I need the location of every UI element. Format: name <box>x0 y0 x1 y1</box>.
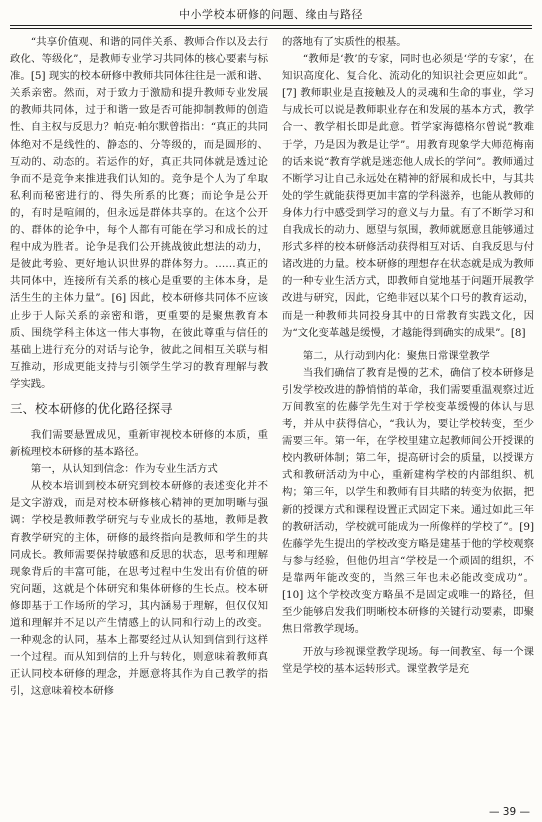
paragraph-cognition-to-belief: 从校本培训到校本研究到校本研修的表述变化并不是文字游戏，而是对校本研修核心精神的更加明晰与强调：学校是教师教学研究与专业成长的基地，教师是教育教学研究的主体，研修的最终指向是教师和学生的共同成长。教师需要保持敏感和反思的状态，思考和理解现象背后的丰富可能，在思考过程中生发出有价值的研究问题，这就是个体研究和集体研修的生长点。校本研修即基于工作场所的学习，其内涵易于理解，但仅仅知道和理解并不足以产生情感上的认同和行动上的改变。一种观念的认同，基本上都要经过从认知到信到行这样一个过程。而从知到信的上升与转化，则意味着教师真正认同校本研修的理念，并愿意将其作为自己教学的指引，这意味着校本研修 <box>10 480 268 698</box>
paragraph-section-intro: 我们需要悬置成见，重新审视校本研修的本质，重新梳理校本研修的基本路径。 <box>10 428 268 459</box>
subheading-cognition-to-belief: 第一，从认知到信念：作为专业生活方式 <box>30 463 218 476</box>
header-rule-thick <box>10 25 532 26</box>
right-text-column <box>282 34 534 794</box>
paragraph-community-debate: “共享价值观、和谐的同伴关系、教师合作以及去行政化、等级化”，是教师专业学习共同体的核心要素与标准。[5] 现实的校本研修中教师共同体往往是一派和谐、关系亲密。然而，对于致力于激励和提升教师专业发展的教师共同体，过于和谐一致是否可能抑制教师的创造性、自主权与反思力？帕克·帕尔默曾指出：“真正的共同体绝对不是线性的、静态的、分等级的，而是圆形的、互动的、动态的。若运作的好，真正共同体就是透过论争而不是竞争来推进我们认知的。竞争是个人为了牟取私利而秘密进行的、得失所系的比赛；而论争是公开的，有时是喧闹的，但永远是群体共享的。在这个公开的、群体的论争中，每个人都有可能在学习和成长的过程中成为胜者。论争是我们公开挑战彼此想法的动力，是彼此考验、更好地认识世界的群体努力。……真正的共同体中，连接所有关系的核心是重要的主体本身，是活生生的主体力量”。[6] 因此，校本研修共同体不应该止步于人际关系的亲密和谐，更重要的是聚焦教育本质、围绕学科主体这一伟大事物，在彼此尊重与信任的基础上进行充分的对话与论争，彼此之间相互关联与相互推动，形成更能支持与引领学生学习的教育理解与教学实践。 <box>10 36 268 390</box>
running-header <box>0 0 542 28</box>
journal-running-title: 中小学校本研修的问题、缘由与路径 <box>179 8 363 21</box>
paragraph-classroom-scene: 开放与珍视课堂教学现场。每一间教室、每一个课堂是学校的基本运转形式。课堂教学是充 <box>282 646 534 676</box>
left-text-column <box>10 34 268 794</box>
page-number: — 39 — <box>488 806 530 818</box>
subheading-action-to-internalization: 第二，从行动到内化：聚焦日常课堂教学 <box>302 349 490 362</box>
header-rule-thin <box>10 28 532 29</box>
paragraph-continuation: 的落地有了实质性的根基。 <box>282 36 407 48</box>
paragraph-school-change: 当我们确信了教育是慢的艺术，确信了校本研修是引发学校改进的静悄悄的革命，我们需要重温观察过近万间教室的佐藤学先生对于学校变革缓慢的体认与思考，并从中获得信心，“我认为，要让学校转变，至少需要三年。第一年，在学校里建立起教师间公开授课的校内教研体制；第二年，提高研讨会的质量，以授课方式和教研活动为中心，重新建构学校的内部组织、机构；第三年，以学生和教师有目共睹的转变为依据，把新的授课方式和课程设置正式固定下来。通过如此三年的教研活动，学校就可能成为一所像样的学校了”。[9] 佐藤学先生提出的学校改变方略是建基于他的学校观察与参与经验，但他仍坦言“学校是一个顽固的组织，不是靠两年能改变的，当然三年也未必能改变成功”。[10] 这个学校改变方略虽不是固定或唯一的路径，但至少能够启发我们明晰校本研修的关键行动要素，即聚焦日常教学现场。 <box>282 366 534 636</box>
section-heading-optimization-path: 三、校本研修的优化路径探寻 <box>10 400 173 416</box>
paragraph-teacher-as-learner: “教师是‘教’的专家，同时也必须是‘学的专家’，在知识高度化、复合化、流动化的知识社会更应如此”。[7] 教师职业是直接触及人的灵魂和生命的事业，学习与成长可以说是教师职业存在和发展的基本方式，教学合一、教学相长即是此意。哲学家海德格尔曾说“教难于学，乃是因为教是让学”。用教育现象学大师范梅南的话来说“教育学就是迷恋他人成长的学问”。教师通过不断学习让自己永远处在精神的舒展和成长中，与其共处的学生就能获得更加丰富的学科滋养，也能从教师的身体力行中感受到学习的意义与力量。有了不断学习和自我成长的动力、愿望与氛围，教师就愿意且能够通过形式多样的校本研修活动获得相互对话、自我反思与付诸改进的力量。校本研修的理想存在状态就是成为教师的一种专业生活方式，即教师自觉地基于问题开展教学改进与研究，因此，它绝非冠以某个口号的教育运动，而是一种教师共同投身其中的日常教育实践文化，因为“文化变革越是缓慢，才越能得到确实的成果”。[8] <box>282 53 534 339</box>
